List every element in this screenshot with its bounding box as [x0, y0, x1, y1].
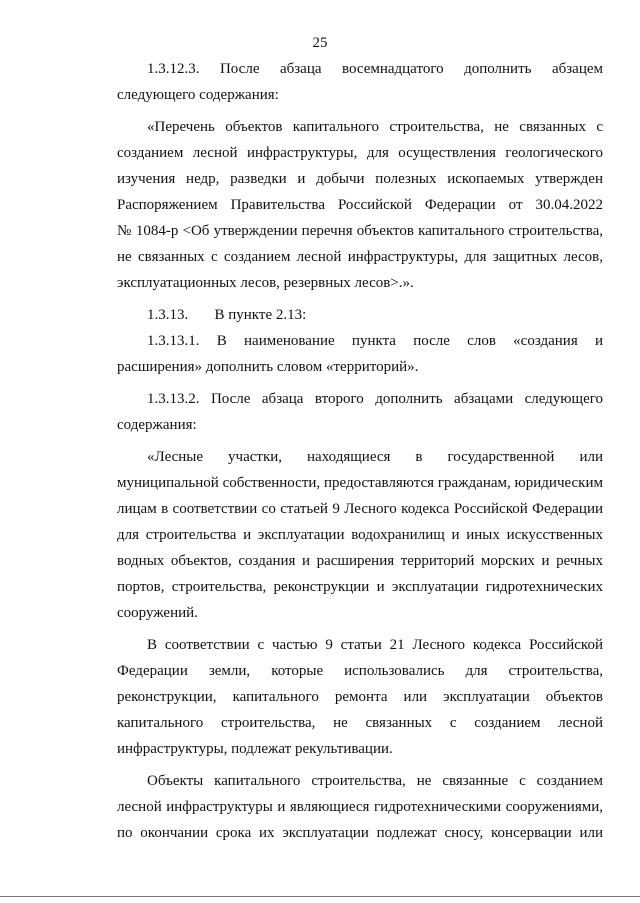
footer-rule	[0, 896, 640, 897]
text-line: лицам в соответствии со статьей 9 Лесного кодекса Российской Федерации	[117, 501, 603, 517]
page-number: 25	[312, 35, 328, 51]
text-line: для строительства и эксплуатации водохранилищ и иных искусственных	[117, 527, 603, 543]
text-line: «Перечень объектов капитального строительства, не связанных с	[147, 119, 603, 135]
text-line: сооружений.	[117, 605, 198, 621]
text-line: Распоряжением Правительства Российской Федерации от 30.04.2022	[117, 197, 603, 213]
text-line: портов, строительства, реконструкции и эксплуатации гидротехнических	[117, 579, 603, 595]
text-line: «Лесные участки, находящиеся в государственной или	[147, 449, 603, 465]
text-line: по окончании срока их эксплуатации подлежат сносу, консервации или	[117, 825, 603, 841]
text-line: 1.3.13.1. В наименование пункта после слов «создания и	[147, 333, 603, 349]
text-line: не связанных с созданием лесной инфраструктуры, для защитных лесов,	[117, 249, 603, 265]
text-line: В соответствии с частью 9 статьи 21 Лесного кодекса Российской	[147, 637, 603, 653]
text-line: следующего содержания:	[117, 87, 279, 103]
text-line: расширения» дополнить словом «территорий».	[117, 359, 419, 375]
text-line: изучения недр, разведки и добычи полезных ископаемых утвержден	[117, 171, 603, 187]
text-line: реконструкции, капитального ремонта или эксплуатации объектов	[117, 689, 603, 705]
text-line: инфраструктуры, подлежат рекультивации.	[117, 741, 393, 757]
text-line: эксплуатационных лесов, резервных лесов>.».	[117, 275, 414, 291]
text-line: содержания:	[117, 417, 197, 433]
text-line: водных объектов, создания и расширения территорий морских и речных	[117, 553, 603, 569]
text-line: лесной инфраструктуры и являющиеся гидротехническими сооружениями,	[117, 799, 603, 815]
document-body	[117, 56, 603, 846]
text-line: № 1084-р <Об утверждении перечня объектов капитального строительства,	[117, 223, 603, 239]
text-line: капитального строительства, не связанных с созданием лесной	[117, 715, 603, 731]
text-line: 1.3.12.3. После абзаца восемнадцатого дополнить абзацем	[147, 61, 603, 77]
text-line: муниципальной собственности, предоставляются гражданам, юридическим	[117, 475, 603, 491]
text-line: Федерации земли, которые использовались для строительства,	[117, 663, 603, 679]
text-line: Объекты капитального строительства, не связанные с созданием	[147, 773, 603, 789]
text-line: созданием лесной инфраструктуры, для осуществления геологического	[117, 145, 603, 161]
text-line: 1.3.13. В пункте 2.13:	[147, 307, 307, 323]
text-line: 1.3.13.2. После абзаца второго дополнить абзацами следующего	[147, 391, 603, 407]
